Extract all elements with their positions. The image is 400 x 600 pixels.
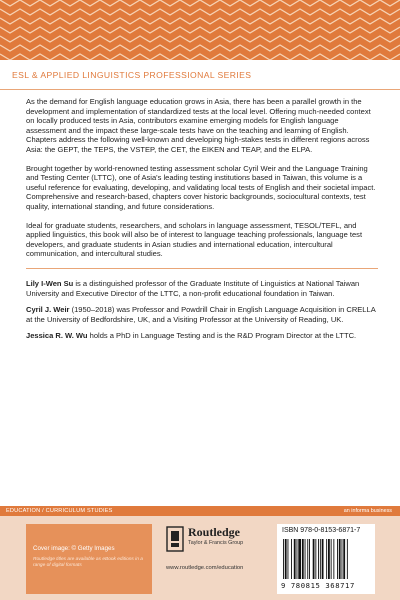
routledge-logo-icon bbox=[166, 526, 184, 552]
subject-category: EDUCATION / CURRICULUM STUDIES bbox=[6, 508, 113, 514]
bio-weir bbox=[26, 305, 378, 324]
barcode-icon bbox=[281, 539, 371, 581]
bio-text: is a distinguished professor of the Graduate Institute of Linguistics at National Taiwan University and Executive Director of the LTTC, a non-profit educational foundation in Taiwan. bbox=[26, 278, 360, 298]
decorative-pattern bbox=[0, 0, 400, 60]
series-label: ESL & APPLIED LINGUISTICS PROFESSIONAL SERIES bbox=[12, 70, 252, 80]
informa-tagline: an informa business bbox=[343, 508, 392, 514]
series-band bbox=[0, 60, 400, 90]
bio-su bbox=[26, 279, 378, 298]
description-paragraph-2: Brought together by world-renowned testing assessment scholar Cyril Weir and the Language Training and Testing Center (LTTC), one of Asia's leading testing institutions based in Taiwan, this volume is a useful reference for evaluating, developing, and validating local tests of English and their societal impact. Comprehensive and research-based, chapters cover historic backgrounds, sociocultural contexts, test quality, international standing, and future considerations. bbox=[26, 163, 376, 211]
bio-text: holds a PhD in Language Testing and is the R&D Program Director at the LTTC. bbox=[87, 331, 357, 341]
barcode-digits: 9 780815 368717 bbox=[281, 581, 355, 590]
cover-credit: Cover image: © Getty Images bbox=[33, 545, 115, 552]
bio-text: (1950–2018) was Professor and Powdrill Chair in English Language Acquisition in CRELLA at the University of Bedfordshire, UK, and a Visiting Professor at the University of Reading, UK. bbox=[26, 305, 376, 324]
bio-name: Jessica R. W. Wu bbox=[26, 331, 88, 341]
bio-name: Lily I-Wen Su bbox=[26, 278, 74, 288]
publisher-name: Routledge bbox=[188, 525, 240, 539]
ebook-note: Routledge titles are available as eBook editions in a range of digital formats bbox=[33, 557, 143, 569]
subject-band bbox=[0, 506, 400, 516]
publisher-logo bbox=[166, 522, 266, 566]
author-bios bbox=[26, 268, 378, 341]
description-paragraph-1: As the demand for English language education grows in Asia, there has been a parallel growth in the development and implementation of standardized tests at the local level. Offering much-needed context on locally produced tests in Asia, contributors examine emerging models for English language assessment and the impact these large-scale tests have on the teaching and learning of English. Chapters address the following well-known and developing high-stakes tests in different regions across Asia: the GEPT, the TEPS, the VSTEP, the CET, the EIKEN and TEAP, and the ELPA. bbox=[26, 97, 371, 154]
isbn: ISBN 978-0-8153-6871-7 bbox=[282, 527, 361, 534]
bio-wu bbox=[26, 331, 378, 341]
publisher-url: www.routledge.com/education bbox=[166, 565, 244, 571]
barcode-box bbox=[277, 524, 375, 594]
publisher-group: Taylor & Francis Group bbox=[188, 540, 244, 546]
description-paragraph-3: Ideal for graduate students, researchers, and scholars in language assessment, TESOL/TEFL, and applied linguistics, this book will also be of interest to language teaching professionals, language test developers, and graduate students in Asian studies and international education, intercultural communication, and intercultural studies. bbox=[26, 220, 363, 259]
cover-credit-box bbox=[26, 524, 152, 594]
bio-name: Cyril J. Weir bbox=[26, 305, 70, 315]
back-cover-text bbox=[26, 97, 378, 348]
